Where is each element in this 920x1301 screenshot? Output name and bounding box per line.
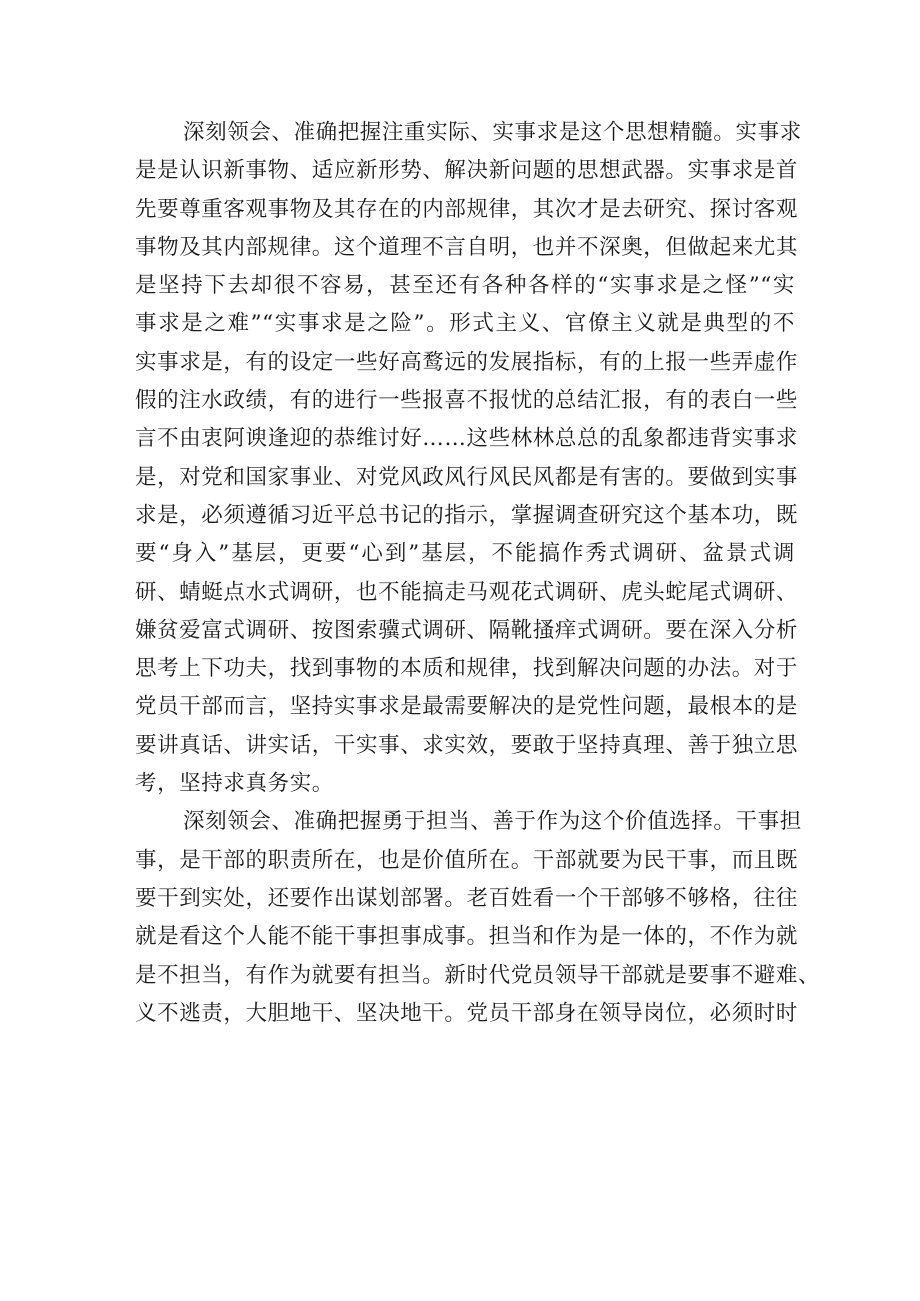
- document-body: [135, 114, 821, 1033]
- text-line: 是，对党和国家事业、对党风政风行风民风都是有害的。要做到实事: [135, 464, 799, 490]
- text-line: 思考上下功夫，找到事物的本质和规律，找到解决问题的办法。对于: [135, 656, 799, 682]
- text-line: 深刻领会、准确把握注重实际、实事求是这个思想精髓。实事求: [183, 120, 802, 145]
- paragraph-1: [135, 114, 802, 803]
- text-line: 事，是干部的职责所在，也是价值所在。干部就要为民干事，而且既: [135, 847, 799, 873]
- text-line: 要“身入”基层，更要“心到”基层，不能搞作秀式调研、盆景式调: [135, 541, 795, 567]
- text-line: 假的注水政绩，有的进行一些报喜不报忧的总结汇报，有的表白一些: [135, 388, 799, 414]
- text-line: 是不担当，有作为就要有担当。新时代党员领导干部就是要事不避难、: [135, 962, 821, 988]
- text-line: 嫌贫爱富式调研、按图索骥式调研、隔靴搔痒式调研。要在深入分析: [135, 617, 799, 643]
- text-line: 求是，必须遵循习近平总书记的指示，掌握调查研究这个基本功，既: [135, 502, 799, 528]
- text-line: 党员干部而言，坚持实事求是最需要解决的是党性问题，最根本的是: [135, 694, 799, 720]
- text-line: 是坚持下去却很不容易，甚至还有各种各样的“实事求是之怪”“实: [135, 273, 795, 299]
- paragraph-2: [135, 803, 821, 1033]
- text-line: 言不由衷阿谀逢迎的恭维讨好……这些林林总总的乱象都违背实事求: [135, 426, 799, 452]
- text-line: 研、蜻蜓点水式调研，也不能搞走马观花式调研、虎头蛇尾式调研、: [135, 579, 799, 605]
- text-line: 是是认识新事物、适应新形势、解决新问题的思想武器。实事求是首: [135, 158, 799, 184]
- text-line: 考，坚持求真务实。: [135, 771, 334, 797]
- text-line: 事物及其内部规律。这个道理不言自明，也并不深奥，但做起来尤其: [135, 234, 799, 260]
- text-line: 深刻领会、准确把握勇于担当、善于作为这个价值选择。干事担: [183, 809, 802, 835]
- text-line: 事求是之难”“实事求是之险”。形式主义、官僚主义就是典型的不: [135, 311, 795, 337]
- text-line: 就是看这个人能不能干事担事成事。担当和作为是一体的，不作为就: [135, 924, 799, 950]
- text-line: 实事求是，有的设定一些好高鹜远的发展指标，有的上报一些弄虚作: [135, 349, 799, 375]
- text-line: 要讲真话、讲实话，干实事、求实效，要敢于坚持真理、善于独立思: [135, 732, 799, 758]
- text-line: 义不逃责，大胆地干、坚决地干。党员干部身在领导岗位，必须时时: [135, 1000, 799, 1026]
- text-line: 先要尊重客观事物及其存在的内部规律，其次才是去研究、探讨客观: [135, 196, 799, 222]
- text-line: 要干到实处，还要作出谋划部署。老百姓看一个干部够不够格，往往: [135, 885, 799, 911]
